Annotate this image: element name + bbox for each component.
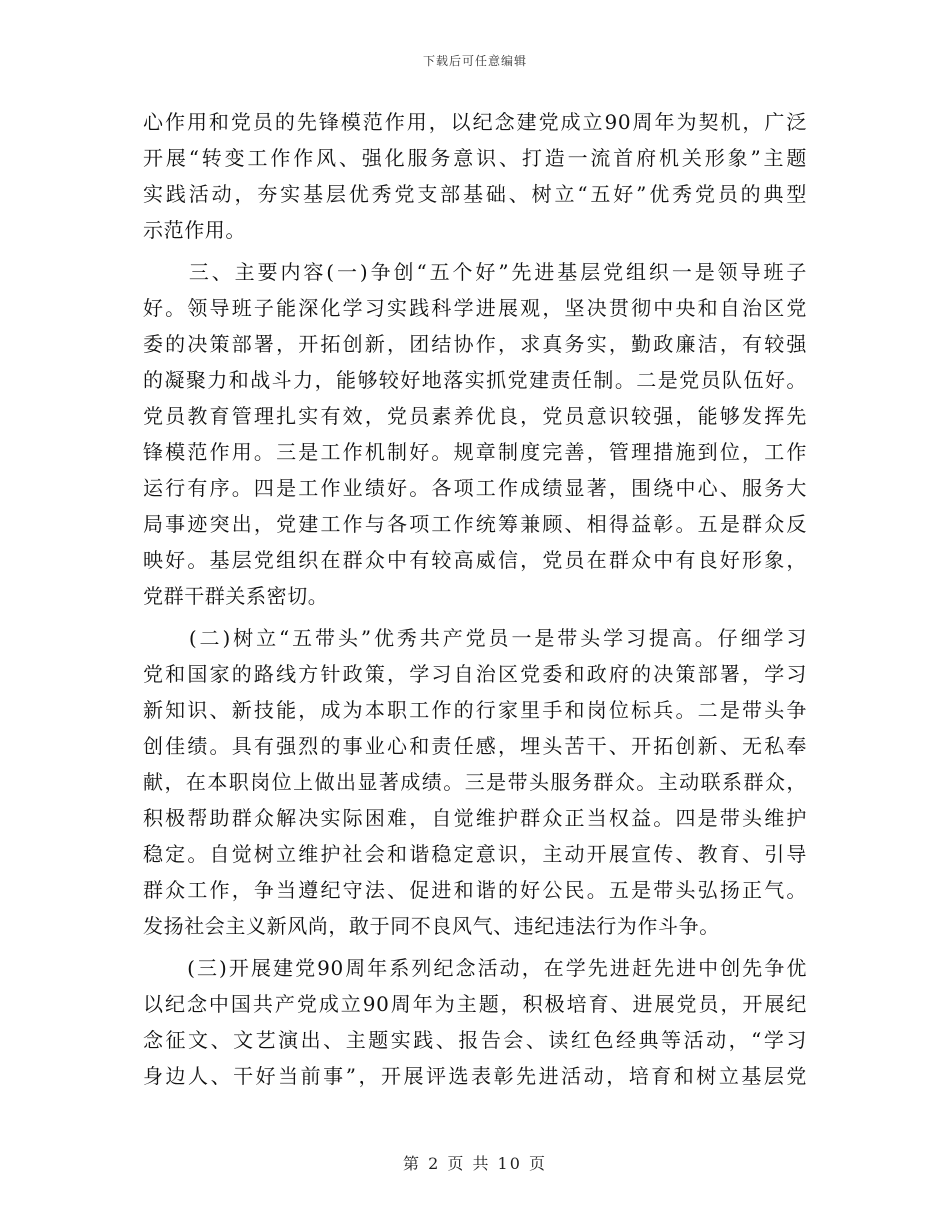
- text-line: 的凝聚力和战斗力，能够较好地落实抓党建责任制。二是党员队伍好。: [143, 368, 807, 392]
- text-line: 创佳绩。具有强烈的事业心和责任感，埋头苦干、开拓创新、无私奉: [143, 734, 807, 758]
- text-line: 以纪念中国共产党成立90周年为主题，积极培育、进展党员，开展纪: [143, 992, 807, 1016]
- paragraph-3: [143, 620, 807, 944]
- text-line: 实践活动，夯实基层优秀党支部基础、树立“五好”优秀党员的典型: [143, 182, 807, 206]
- text-line: 新知识、新技能，成为本职工作的行家里手和岗位标兵。二是带头争: [143, 698, 807, 722]
- text-line: 锋模范作用。三是工作机制好。规章制度完善，管理措施到位，工作: [143, 440, 807, 464]
- text-line: 示范作用。: [143, 218, 246, 242]
- text-line: 发扬社会主义新风尚，敢于同不良风气、违纪违法行为作斗争。: [143, 914, 720, 938]
- text-line: 局事迹突出，党建工作与各项工作统筹兼顾、相得益彰。五是群众反: [143, 512, 807, 536]
- text-line: 映好。基层党组织在群众中有较高威信，党员在群众中有良好形象，: [143, 548, 807, 572]
- text-line: 运行有序。四是工作业绩好。各项工作成绩显著，围绕中心、服务大: [143, 476, 807, 500]
- text-line: 党员教育管理扎实有效，党员素养优良，党员意识较强，能够发挥先: [143, 404, 807, 428]
- text-line: 好。领导班子能深化学习实践科学进展观，坚决贯彻中央和自治区党: [143, 296, 807, 320]
- text-line: 党和国家的路线方针政策，学习自治区党委和政府的决策部署，学习: [143, 662, 807, 686]
- paragraph-1: [143, 104, 807, 248]
- text-line: (二)树立“五带头”优秀共产党员一是带头学习提高。仔细学习: [143, 626, 807, 650]
- document-body: [143, 104, 807, 1094]
- text-line: 三、主要内容(一)争创“五个好”先进基层党组织一是领导班子: [143, 260, 807, 284]
- text-line: 委的决策部署，开拓创新，团结协作，求真务实，勤政廉洁，有较强: [143, 332, 807, 356]
- paragraph-2: [143, 254, 807, 614]
- page-header: 下载后可任意编辑: [422, 54, 527, 68]
- paragraph-4: [143, 950, 807, 1094]
- text-line: 心作用和党员的先锋模范作用，以纪念建党成立90周年为契机，广泛: [143, 110, 807, 134]
- text-line: 党群干群关系密切。: [143, 584, 329, 608]
- text-line: 身边人、干好当前事”，开展评选表彰先进活动，培育和树立基层党: [143, 1064, 807, 1088]
- text-line: 群众工作，争当遵纪守法、促进和谐的好公民。五是带头弘扬正气。: [143, 878, 807, 902]
- text-line: 献，在本职岗位上做出显著成绩。三是带头服务群众。主动联系群众，: [143, 770, 807, 794]
- page-number: 第 2 页 共 10 页: [403, 1154, 547, 1173]
- text-line: 稳定。自觉树立维护社会和谐稳定意识，主动开展宣传、教育、引导: [143, 842, 807, 866]
- text-line: 积极帮助群众解决实际困难，自觉维护群众正当权益。四是带头维护: [143, 806, 807, 830]
- text-line: (三)开展建党90周年系列纪念活动，在学先进赶先进中创先争优: [143, 956, 807, 980]
- text-line: 开展“转变工作作风、强化服务意识、打造一流首府机关形象”主题: [143, 146, 807, 170]
- text-line: 念征文、文艺演出、主题实践、报告会、读红色经典等活动，“学习: [143, 1028, 807, 1052]
